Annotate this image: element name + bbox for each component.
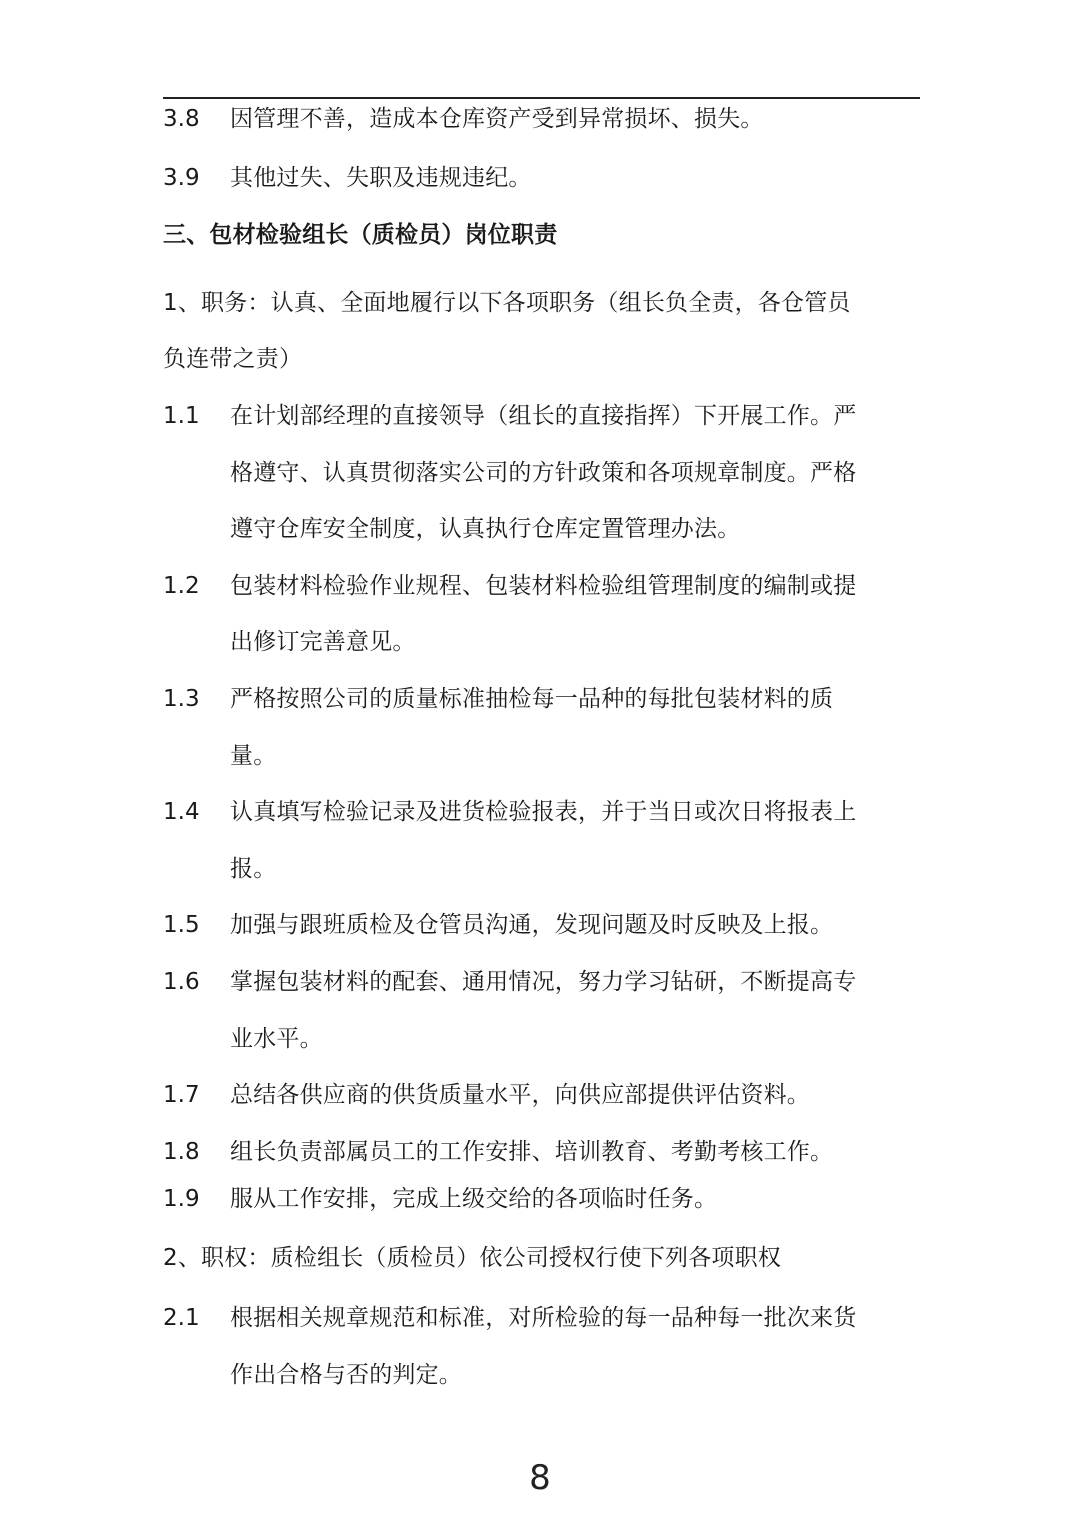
item-number: 1.3 — [163, 686, 200, 712]
item-text: 严格按照公司的质量标准抽检每一品种的每批包装材料的质 — [230, 686, 834, 712]
item-text: 加强与跟班质检及仓管员沟通，发现问题及时反映及上报。 — [230, 912, 834, 938]
duties-intro-line1: 1、职务：认真、全面地履行以下各项职务（组长负全责，各仓管员 — [163, 290, 851, 316]
item-number: 3.9 — [163, 165, 200, 191]
item-text: 认真填写检验记录及进货检验报表，并于当日或次日将报表上 — [230, 799, 857, 825]
item-number: 1.9 — [163, 1186, 200, 1212]
duties-intro-line2: 负连带之责） — [163, 346, 303, 372]
section-heading: 三、包材检验组长（质检员）岗位职责 — [163, 222, 558, 248]
item-text: 量。 — [230, 743, 277, 769]
item-text: 组长负责部属员工的工作安排、培训教育、考勤考核工作。 — [230, 1139, 834, 1165]
item-number: 1.7 — [163, 1082, 200, 1108]
item-text: 因管理不善，造成本仓库资产受到异常损坏、损失。 — [230, 106, 764, 132]
item-number: 1.1 — [163, 403, 200, 429]
item-text: 服从工作安排，完成上级交给的各项临时任务。 — [230, 1186, 718, 1212]
item-text: 遵守仓库安全制度，认真执行仓库定置管理办法。 — [230, 516, 741, 542]
item-number: 3.8 — [163, 106, 200, 132]
item-number: 2.1 — [163, 1305, 200, 1331]
item-text: 作出合格与否的判定。 — [230, 1362, 462, 1388]
item-number: 1.5 — [163, 912, 200, 938]
page-number: 8 — [529, 1458, 551, 1498]
item-text: 其他过失、失职及违规违纪。 — [230, 165, 532, 191]
item-number: 1.8 — [163, 1139, 200, 1165]
item-text: 根据相关规章规范和标准，对所检验的每一品种每一批次来货 — [230, 1305, 857, 1331]
item-text: 总结各供应商的供货质量水平，向供应部提供评估资料。 — [230, 1082, 810, 1108]
item-text: 包装材料检验作业规程、包装材料检验组管理制度的编制或提 — [230, 573, 857, 599]
item-text: 在计划部经理的直接领导（组长的直接指挥）下开展工作。严 — [230, 403, 857, 429]
header-rule — [163, 97, 920, 99]
item-text: 出修订完善意见。 — [230, 629, 416, 655]
item-number: 1.4 — [163, 799, 200, 825]
powers-intro: 2、职权：质检组长（质检员）依公司授权行使下列各项职权 — [163, 1245, 782, 1271]
item-text: 业水平。 — [230, 1026, 323, 1052]
item-text: 报。 — [230, 856, 277, 882]
item-number: 1.6 — [163, 969, 200, 995]
item-number: 1.2 — [163, 573, 200, 599]
item-text: 格遵守、认真贯彻落实公司的方针政策和各项规章制度。严格 — [230, 460, 857, 486]
item-text: 掌握包装材料的配套、通用情况，努力学习钻研，不断提高专 — [230, 969, 857, 995]
